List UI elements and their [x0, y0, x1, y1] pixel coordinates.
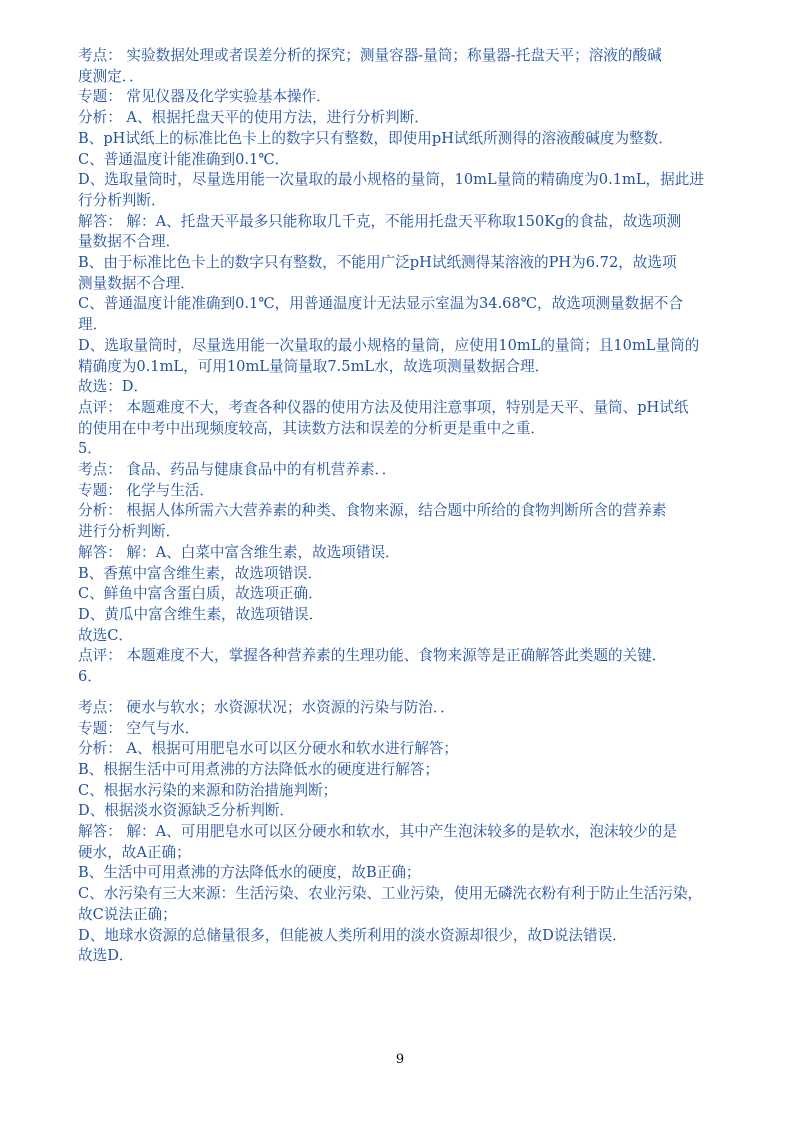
text-line: 故C说法正确；	[78, 905, 177, 923]
text-line: 考点： 食品、药品与健康食品中的有机营养素．．	[78, 461, 397, 479]
text-line: 考点： 实验数据处理或者误差分析的探究；测量容器-量筒；称量器-托盘天平；溶液的酸碱	[78, 47, 662, 64]
text-line: 解答： 解：A、白菜中富含维生素，故选项错误．	[78, 543, 400, 561]
text-line: 硬水，故A正确；	[78, 843, 191, 861]
text-line: 度测定．．	[78, 67, 144, 85]
text-line: B、香蕉中富含维生素，故选项错误．	[78, 564, 323, 582]
text-line: C、水污染有三大来源：生活污染、农业污染、工业污染，使用无磷洗衣粉有利于防止生活污染，	[78, 885, 703, 903]
spacer	[78, 688, 728, 698]
text-line: D、根据淡水资源缺乏分析判断．	[78, 802, 295, 820]
text-line: 故选D．	[78, 947, 134, 965]
text-line: 进行分析判断．	[78, 523, 181, 541]
question-number: 6．	[78, 668, 102, 686]
text-line: D、选取量筒时，尽量选用能一次量取的最小规格的量筒，10mL量筒的精确度为0.1mL，据此进	[78, 171, 704, 189]
text-line: 专题： 化学与生活．	[78, 481, 214, 499]
text-line: 故选C．	[78, 626, 133, 644]
text-line: C、普通温度计能准确到0.1℃．	[78, 150, 290, 168]
text-line: C、根据水污染的来源和防治措施判断；	[78, 781, 338, 799]
text-line: 专题： 空气与水．	[78, 719, 200, 737]
question-number: 5．	[78, 440, 102, 458]
text-line: 故选：D．	[78, 378, 149, 396]
text-line: D、黄瓜中富含维生素，故选项错误．	[78, 605, 324, 623]
text-line: 专题： 常见仪器及化学实验基本操作．	[78, 88, 331, 106]
page-number: 9	[395, 1052, 405, 1067]
text-line: 点评： 本题难度不大，考查各种仪器的使用方法及使用注意事项，特别是天平、量筒、pH试纸	[78, 398, 689, 416]
text-line: 量数据不合理．	[78, 233, 181, 251]
text-line: D、选取量筒时，尽量选用能一次量取的最小规格的量筒，应使用10mL的量筒；且10mL量筒的	[78, 336, 700, 354]
text-line: C、普通温度计能准确到0.1℃，用普通温度计无法显示室温为34.68℃，故选项测量数据不合	[78, 295, 683, 313]
text-line: 精确度为0.1mL，可用10mL量筒量取7.5mL水，故选项测量数据合理．	[78, 357, 550, 375]
text-line: 考点： 硬水与软水；水资源状况；水资源的污染与防治．．	[78, 698, 455, 716]
text-line: 解答： 解：A、可用肥皂水可以区分硬水和软水，其中产生泡沫较多的是软水，泡沫较少的是	[78, 823, 677, 841]
text-line: 分析： A、根据托盘天平的使用方法，进行分析判断．	[78, 109, 429, 127]
text-line: C、鲜鱼中富含蛋白质，故选项正确．	[78, 585, 323, 603]
document-body	[78, 46, 728, 967]
text-line: 分析： A、根据可用肥皂水可以区分硬水和软水进行解答；	[78, 740, 459, 758]
text-line: 行分析判断．	[78, 191, 166, 209]
text-line: 的使用在中考中出现频度较高，其读数方法和误差的分析更是重中之重．	[78, 419, 546, 437]
text-line: 点评： 本题难度不大，掌握各种营养素的生理功能、食物来源等是正确解答此类题的关键．	[78, 647, 667, 665]
text-line: D、地球水资源的总储量很多，但能被人类所利用的淡水资源却很少，故D说法错误．	[78, 926, 627, 944]
text-line: 理．	[78, 316, 108, 334]
text-line: 分析： 根据人体所需六大营养素的种类、食物来源，结合题中所给的食物判断所含的营养素	[78, 502, 667, 520]
text-line: B、由于标准比色卡上的数字只有整数，不能用广泛pH试纸测得某溶液的PH为6.72，故选项	[78, 254, 677, 272]
text-line: 解答： 解：A、托盘天平最多只能称取几千克，不能用托盘天平称取150Kg的食盐，故选项测	[78, 212, 682, 230]
text-line: B、pH试纸上的标准比色卡上的数字只有整数，即使用pH试纸所测得的溶液酸碱度为整数．	[78, 129, 673, 147]
text-line: 测量数据不合理．	[78, 274, 195, 292]
text-line: B、根据生活中可用煮沸的方法降低水的硬度进行解答；	[78, 760, 439, 778]
text-line: B、生活中可用煮沸的方法降低水的硬度，故B正确；	[78, 864, 421, 882]
